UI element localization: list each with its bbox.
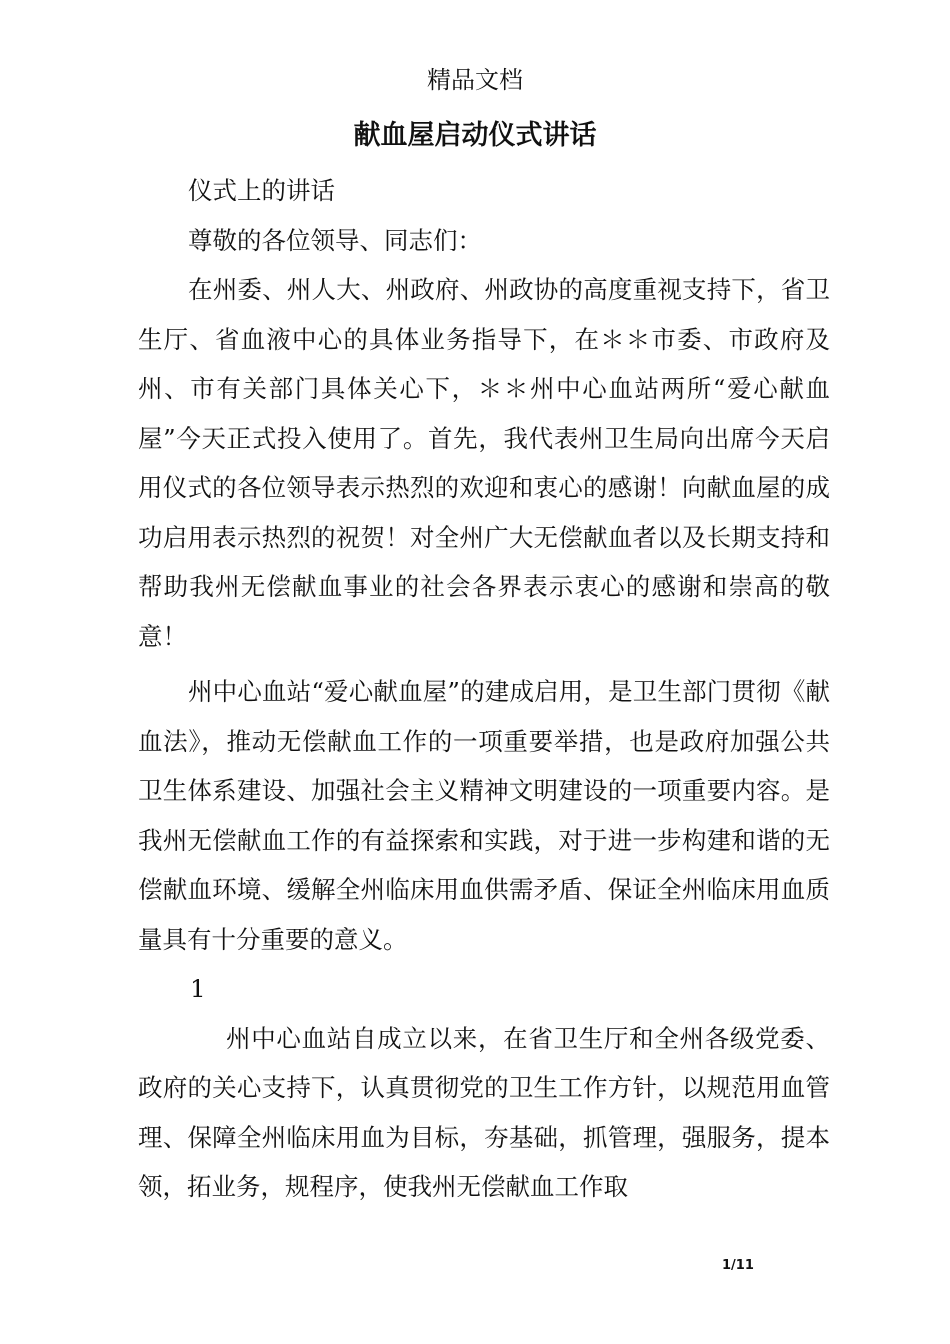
document-header: 精品文档 — [427, 66, 523, 94]
page-counter: 1/11 — [722, 1258, 754, 1273]
document-body — [138, 166, 830, 1212]
document-title: 献血屋启动仪式讲话 — [353, 120, 597, 151]
paragraph-1: 在州委、州人大、州政府、州政协的高度重视支持下，省卫生厅、省血液中心的具体业务指导下，在＊＊市委、市政府及州、市有关部门具体关心下，＊＊州中心血站两所“爱心献血屋”今天正式投入使用了。首先，我代表州卫生局向出席今天启用仪式的各位领导表示热烈的欢迎和衷心的感谢！向献血屋的成功启用表示热烈的祝贺！对全州广大无偿献血者以及长期支持和帮助我州无偿献血事业的社会各界表示衷心的感谢和崇高的敬意！ — [138, 275, 830, 651]
paragraph-3: 州中心血站自成立以来，在省卫生厅和全州各级党委、政府的关心支持下，认真贯彻党的卫生工作方针，以规范用血管理、保障全州临床用血为目标，夯基础，抓管理，强服务，提本领，拓业务，规程序，使我州无偿献血工作取 — [138, 1023, 830, 1201]
greeting-line: 尊敬的各位领导、同志们： — [188, 225, 482, 255]
intro-line: 仪式上的讲话 — [188, 176, 335, 205]
inline-page-number: 1 — [190, 974, 206, 1003]
paragraph-2: 州中心血站“爱心献血屋”的建成启用，是卫生部门贯彻《献血法》，推动无偿献血工作的一项重要举措，也是政府加强公共卫生体系建设、加强社会主义精神文明建设的一项重要内容。是我州无偿献血工作的有益探索和实践，对于进一步构建和谐的无偿献血环境、缓解全州临床用血供需矛盾、保证全州临床用血质量具有十分重要的意义。 — [138, 677, 830, 954]
